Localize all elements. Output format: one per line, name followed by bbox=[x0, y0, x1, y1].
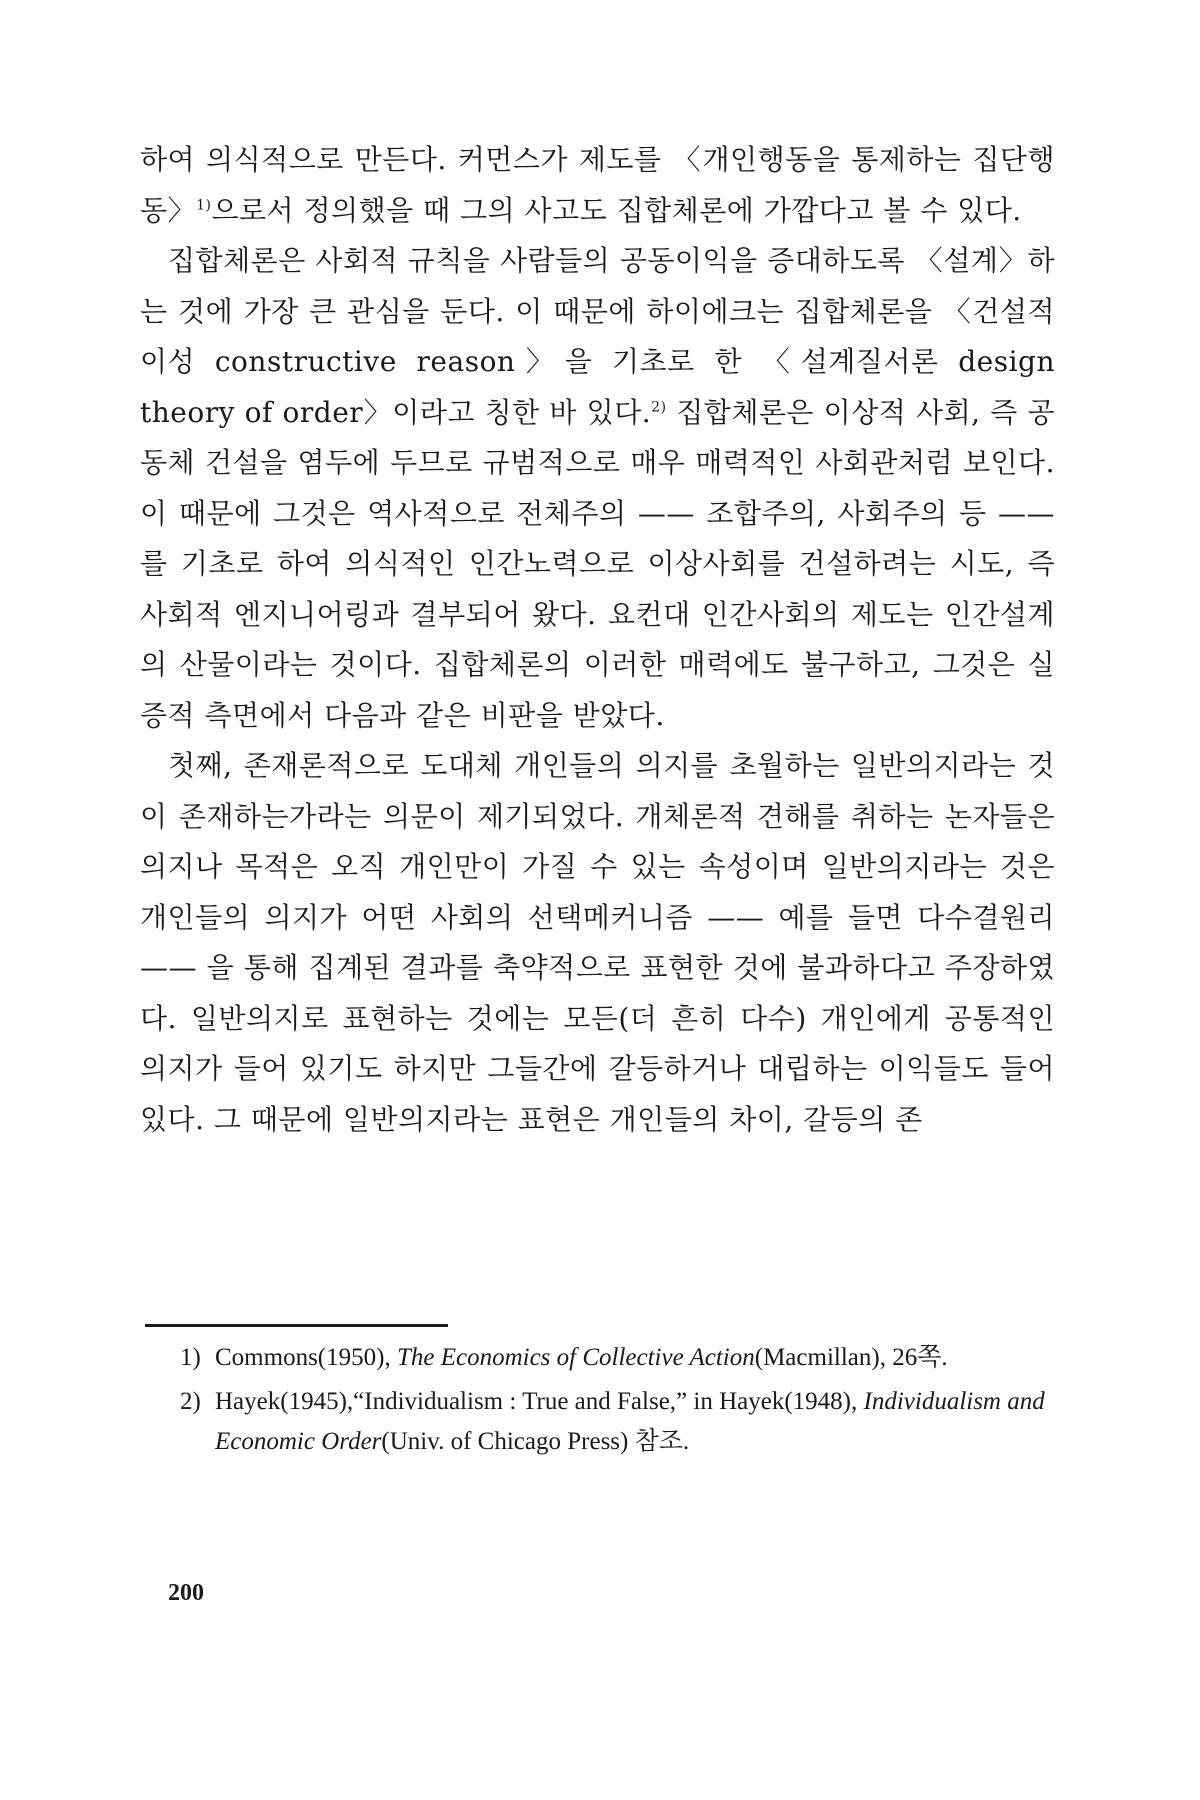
footnotes bbox=[180, 1338, 1050, 1466]
paragraph-1-text-b: 으로서 정의했을 때 그의 사고도 집합체론에 가깝다고 볼 수 있다. bbox=[211, 193, 1022, 227]
paragraph-3: 첫째, 존재론적으로 도대체 개인들의 의지를 초월하는 일반의지라는 것이 존재하는가라는 의문이 제기되었다. 개체론적 견해를 취하는 논자들은 의지나 목적은 오직 개인만이 가질 수 있는 속성이며 일반의지라는 것은 개인들의 의지가 어떤 사회의 선택메커니즘 —— 예를 들면 다수결원리 —— 을 통해 집계된 결과를 축약적으로 표현한 것에 불과하다고 주장하였다. 일반의지로 표현하는 것에는 모든(더 흔히 다수) 개인에게 공통적인 의지가 들어 있기도 하지만 그들간에 갈등하거나 대립하는 이익들도 들어 있다. 그 때문에 일반의지라는 표현은 개인들의 차이, 갈등의 존 bbox=[140, 749, 1055, 1136]
page-number: 200 bbox=[168, 1580, 204, 1606]
footnote-ref-2: 2) bbox=[651, 399, 667, 416]
footnote-2 bbox=[180, 1382, 1050, 1462]
footnote-book-title: The Economics of Collective Action bbox=[396, 1344, 755, 1371]
footnote-text: (Macmillan), 26쪽. bbox=[754, 1344, 948, 1371]
paragraph-2-text-b: 집합체론은 이상적 사회, 즉 공동체 건설을 염두에 두므로 규범적으로 매우 매력적인 사회관처럼 보인다. 이 때문에 그것은 역사적으로 전체주의 —— 조합주의, 사회주의 등 —— 를 기초로 하여 의식적인 인간노력으로 이상사회를 건설하려는 시도, 즉 사회적 엔지니어링과 결부되어 왔다. 요컨대 인간사회의 제도는 인간설계의 산물이라는 것이다. 집합체론의 이러한 매력에도 불구하고, 그것은 실증적 측면에서 다음과 같은 비판을 받았다. bbox=[140, 395, 1056, 732]
footnote-divider bbox=[145, 1324, 448, 1327]
paragraph-2-text-a: 집합체론은 사회적 규칙을 사람들의 공동이익을 증대하도록 〈설계〉하는 것에 가장 큰 관심을 둔다. 이 때문에 하이에크는 집합체론을 〈건설적 이성 constructive reason〉을 기초로 한 〈설계질서론 design theory of order〉이라고 칭한 바 있다. bbox=[140, 244, 1055, 429]
footnote-ref-1: 1) bbox=[196, 197, 212, 214]
paragraph-1-text-a: 하여 의식적으로 만든다. 커먼스가 제도를 〈개인행동을 통제하는 집단행동〉 bbox=[140, 143, 1055, 227]
footnote-text: Commons(1950), bbox=[215, 1344, 397, 1371]
footnote-1 bbox=[180, 1338, 1050, 1378]
footnote-number: 1) bbox=[180, 1344, 201, 1371]
paragraph-1 bbox=[140, 135, 1055, 236]
footnote-number: 2) bbox=[180, 1388, 201, 1415]
footnote-text: Hayek(1945),“Individualism : True and False,” in Hayek(1948), bbox=[215, 1388, 864, 1415]
footnote-book-title: Individualism and Economic Order bbox=[215, 1388, 1045, 1455]
paragraph-2 bbox=[140, 236, 1055, 741]
footnote-text: (Univ. of Chicago Press) 참조. bbox=[381, 1428, 690, 1455]
body-text bbox=[140, 135, 1055, 1145]
